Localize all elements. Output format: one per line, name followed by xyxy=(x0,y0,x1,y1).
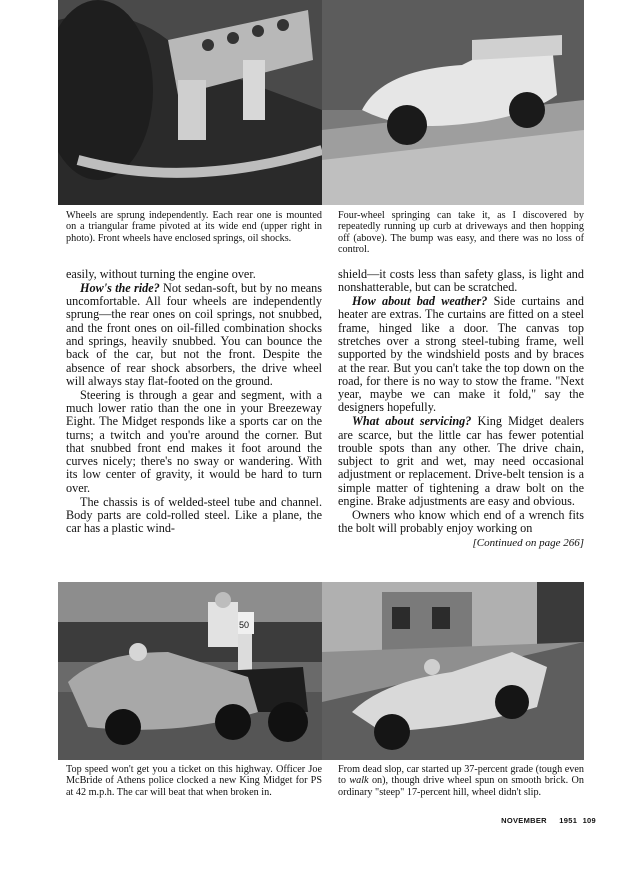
section-lead: How about bad weather? xyxy=(352,294,488,309)
article-column-left xyxy=(66,268,322,536)
caption-text: From dead slop, car started up 37-percent grade (tough even to xyxy=(338,764,584,787)
caption-curb: Four-wheel springing can take it, as I discovered by repeatedly running up curb at driveways and then hopping off (above). The bump was easy, and there was no loss of control. xyxy=(338,210,584,255)
paragraph: shield—it costs less than safety glass, is light and nonshatterable, but can be scratched. xyxy=(338,267,584,295)
photo-police xyxy=(58,582,322,760)
police-illustration xyxy=(58,582,322,760)
photo-suspension xyxy=(58,0,322,205)
paragraph: Owners who know which end of a wrench fits the bolt will probably enjoy working on xyxy=(338,507,584,536)
photo-curb xyxy=(322,0,584,205)
section-lead: How's the ride? xyxy=(80,280,160,295)
speed-sign-text: 50 xyxy=(239,620,250,630)
paragraph xyxy=(338,295,584,415)
article-column-right xyxy=(338,268,584,551)
paragraph xyxy=(66,282,322,388)
paragraph xyxy=(338,415,584,508)
photo-hill xyxy=(322,582,584,760)
caption-emphasis: walk xyxy=(349,775,369,787)
paragraph-body: King Midget dealers are scarce, but the little car has fewer potential trouble spots than any other. The drive chain, subject to grit and wet, may need occasional adjustment or replacement. Drive-belt tension is a simple matter of tightening a draw bolt on the engine. Brake adjustments are easy and obvious. xyxy=(338,414,584,509)
page-number: 109 xyxy=(582,816,596,825)
hill-illustration xyxy=(322,582,584,760)
paragraph-body: Side curtains and heater are extras. The curtains are fitted on a steel frame, hinged like a door. The canvas top stretches over a strong steel-tubing frame, well supported by the windshield posts and by braces at the rear. But you can't take the top down on the road, for there is no way to stow the frame. "Next year, maybe we can make it fold," say the designers hopefully. xyxy=(338,294,584,415)
curb-illustration xyxy=(322,0,584,205)
issue-month: NOVEMBER xyxy=(501,816,547,825)
caption-suspension: Wheels are sprung independently. Each rear one is mounted on a triangular frame pivoted at its wide end (upper right in photo). Front wheels have enclosed springs, oil shocks. xyxy=(66,210,322,244)
paragraph: Steering is through a gear and segment, with a much lower ratio than the one in your Breezeway Eight. The Midget responds like a sports car on the turns; a twitch and you're around the corner. But that snubbed front end makes it foot around the curves nicely; there's no sway or wandering. With its low center of gravity, it would be hard to turn over. xyxy=(66,387,322,495)
continued-notice: [Continued on page 266] xyxy=(472,537,584,550)
suspension-illustration xyxy=(58,0,322,205)
section-lead: What about servicing? xyxy=(352,414,472,429)
page-footer xyxy=(491,816,596,825)
caption-hill xyxy=(338,764,584,798)
paragraph: easily, without turning the engine over. xyxy=(66,267,256,281)
issue-year: 1951 xyxy=(559,816,578,825)
caption-police: Top speed won't get you a ticket on this highway. Officer Joe McBride of Athens police clocked a new King Midget for PS at 42 m.p.h. The car will beat that when broken in. xyxy=(66,764,322,798)
paragraph: The chassis is of welded-steel tube and channel. Body parts are cold-rolled steel. Like a plane, the car has a plastic wind- xyxy=(66,494,322,536)
paragraph-body: Not sedan-soft, but by no means uncomfortable. All four wheels are independently sprung—the rear ones on coil springs, not snubbed, and the front ones on oil-filled combination shocks and springs, heavily snubbed. You can bounce the back of the car, but not the front. Despite the absence of rear shock absorbers, the drive wheel will always stay flat-footed on the ground. xyxy=(66,280,322,388)
caption-text: on), though drive wheel spun on smooth brick. On ordinary "steep" 17-percent hill, wheel didn't slip. xyxy=(338,775,584,798)
